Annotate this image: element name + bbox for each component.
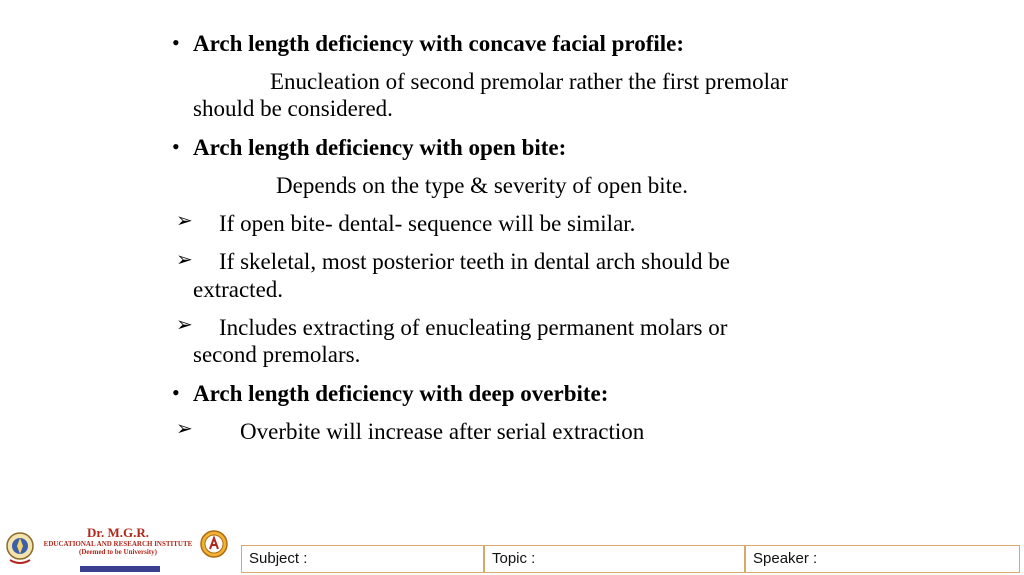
institute-emblem-icon (4, 528, 36, 568)
text-enucleation-line-1: Enucleation of second premolar rather the first premolar (270, 69, 788, 94)
bullet-glyph: • (172, 134, 180, 159)
logo-band (80, 566, 160, 572)
speaker-label: Speaker : (753, 550, 818, 567)
heading-concave-profile: Arch length deficiency with concave facial profile: (193, 31, 685, 56)
subject-label: Subject : (249, 550, 308, 567)
heading-deep-overbite: Arch length deficiency with deep overbite: (193, 381, 609, 406)
arrow-bullet-icon: ➢ (176, 418, 193, 440)
arrow-item-skeletal-line-2: extracted. (193, 277, 284, 302)
arrow-item-overbite: Overbite will increase after serial extraction (240, 419, 645, 444)
subject-field[interactable] (241, 545, 484, 573)
arrow-item-skeletal-line-1: If skeletal, most posterior teeth in dental arch should be (219, 249, 730, 274)
text-enucleation-line-2: should be considered. (193, 96, 393, 121)
arrow-item-molars-line-2: second premolars. (193, 342, 361, 367)
institute-logo (4, 524, 230, 574)
arrow-bullet-icon: ➢ (176, 314, 193, 336)
arrow-item-open-bite: If open bite- dental- sequence will be similar. (219, 211, 636, 236)
arrow-bullet-icon: ➢ (176, 249, 193, 271)
logo-subtitle-line-2: (Deemed to be University) (79, 548, 157, 556)
accreditation-badge-icon (200, 530, 228, 558)
logo-subtitle-line-1: EDUCATIONAL AND RESEARCH INSTITUTE (43, 540, 193, 548)
bullet-glyph: • (172, 380, 180, 405)
topic-label: Topic : (492, 550, 536, 567)
arrow-bullet-icon: ➢ (176, 210, 193, 232)
logo-subtitle (38, 540, 198, 556)
arrow-item-molars-line-1: Includes extracting of enucleating permanent molars or (219, 315, 728, 340)
bullet-glyph: • (172, 30, 180, 55)
topic-field[interactable] (484, 545, 745, 573)
logo-title: Dr. M.G.R. (87, 525, 149, 540)
speaker-field[interactable] (745, 545, 1020, 573)
text-depends: Depends on the type & severity of open bite. (276, 173, 688, 198)
heading-open-bite: Arch length deficiency with open bite: (193, 135, 567, 160)
